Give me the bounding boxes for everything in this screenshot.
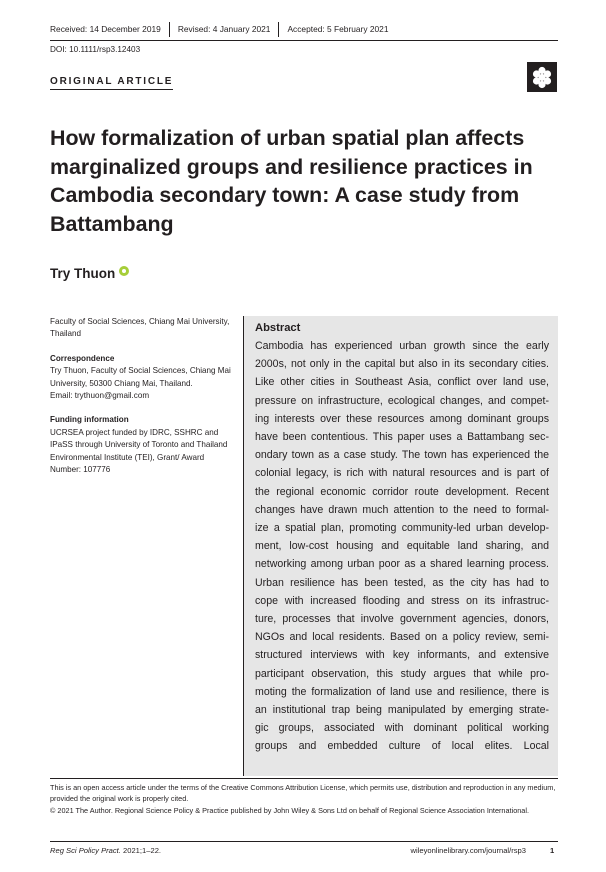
abstract-line: moting the formalization of land use and resilience, there is [255, 685, 549, 698]
abstract-line: networking among urban poor as a shared learning process. [255, 558, 549, 571]
accepted-date: Accepted: 5 February 2021 [278, 22, 396, 37]
running-footer [50, 846, 161, 855]
abstract-box [243, 316, 558, 776]
license-note: This is an open access article under the terms of the Creative Commons Attribution License, which permits use, distribution and reproduction in any medium, provided the original work is properly cited. [50, 783, 556, 804]
abstract-line: have been contentious. This paper uses a Battambang sec- [255, 431, 549, 444]
header-rule [50, 40, 558, 41]
abstract-line: participant observation, this study argues that while pro- [255, 667, 549, 680]
page-number: 1 [550, 846, 555, 855]
abstract-line: cope with increased flooding and stress on its infrastruc- [255, 594, 549, 607]
abstract-line: pressure on infrastructure, ecological changes, and compet- [255, 394, 549, 407]
abstract-line: ondary town as a case study. The town has experienced the [255, 449, 549, 462]
revised-date: Revised: 4 January 2021 [169, 22, 279, 37]
author-info-column [50, 316, 235, 476]
footnotes [50, 782, 558, 816]
journal-abbrev: Reg Sci Policy Pract. [50, 846, 121, 855]
abstract-line: Urban resilience has been tested, as the city has had to [255, 576, 549, 589]
abstract-line: 2000s, not only in the capital but also in its secondary cities. [255, 358, 549, 371]
footnote-rule [50, 778, 558, 779]
orcid-icon[interactable] [119, 266, 129, 276]
abstract-heading: Abstract [255, 322, 301, 334]
abstract-line: gic groups, associated with dominant political working [255, 722, 549, 735]
page-footer-rule [50, 841, 558, 842]
abstract-line: Like other cities in Southeast Asia, conflict over land use, [255, 376, 549, 389]
abstract-line: the regional economic corridor route development. Recent [255, 485, 549, 498]
abstract-line: ture, processes that involve government agencies, donors, [255, 613, 549, 626]
correspondence-heading: Correspondence [50, 353, 115, 363]
citation-info: 2021;1–22. [120, 846, 162, 855]
received-date: Received: 14 December 2019 [50, 24, 161, 34]
abstract-line: an institutional trap being manipulated by emerging strate- [255, 704, 549, 717]
author-line [50, 266, 129, 281]
abstract-line: colonial legacy, is rich with natural resources and is part of [255, 467, 549, 480]
funding-heading: Funding information [50, 415, 129, 425]
copyright-note: © 2021 The Author. Regional Science Policy & Practice published by John Wiley & Sons Ltd on behalf of Regional Science Association International. [50, 805, 530, 815]
abstract-line: ing interests over these resources among dominant groups [255, 412, 549, 425]
correspondence-text: Try Thuon, Faculty of Social Sciences, Chiang Mai University, 50300 Chiang Mai, Thailand. [50, 366, 231, 388]
author-name[interactable]: Try Thuon [50, 266, 116, 281]
abstract-line: structured interviews with key informants, and extensive [255, 649, 549, 662]
abstract-line: ize a spatial plan, promoting community-led urban develop- [255, 522, 549, 535]
hexagon-cluster-icon [527, 62, 557, 92]
abstract-line: groups and embedded culture of local elites. Local [255, 740, 549, 753]
abstract-line: ment, low-cost housing and equitable land sharing, and [255, 540, 549, 553]
journal-url[interactable]: wileyonlinelibrary.com/journal/rsp3 [410, 846, 526, 855]
article-title: How formalization of urban spatial plan affects marginalized groups and resilience practices in Cambodia secondary town: A case study from Battambang [50, 126, 533, 236]
abstract-line: changes have drawn much attention to the need to formal- [255, 503, 549, 516]
abstract-line: NGOs and local residents. Based on a policy review, semi- [255, 631, 549, 644]
funding-text: UCRSEA project funded by IDRC, SSHRC and IPaSS through University of Toronto and Thailand Environmental Institute (TEI), Grant/ Award Number: 107776 [50, 427, 228, 475]
article-dates [50, 22, 397, 37]
abstract-line: Cambodia has experienced urban growth since the early [255, 340, 549, 352]
article-type-label: ORIGINAL ARTICLE [50, 76, 173, 90]
affiliation: Faculty of Social Sciences, Chiang Mai University, Thailand [50, 317, 230, 339]
doi-link[interactable]: DOI: 10.1111/rsp3.12403 [50, 45, 141, 54]
abstract-text [255, 337, 549, 756]
correspondence-email[interactable]: Email: trythuon@gmail.com [50, 391, 150, 401]
